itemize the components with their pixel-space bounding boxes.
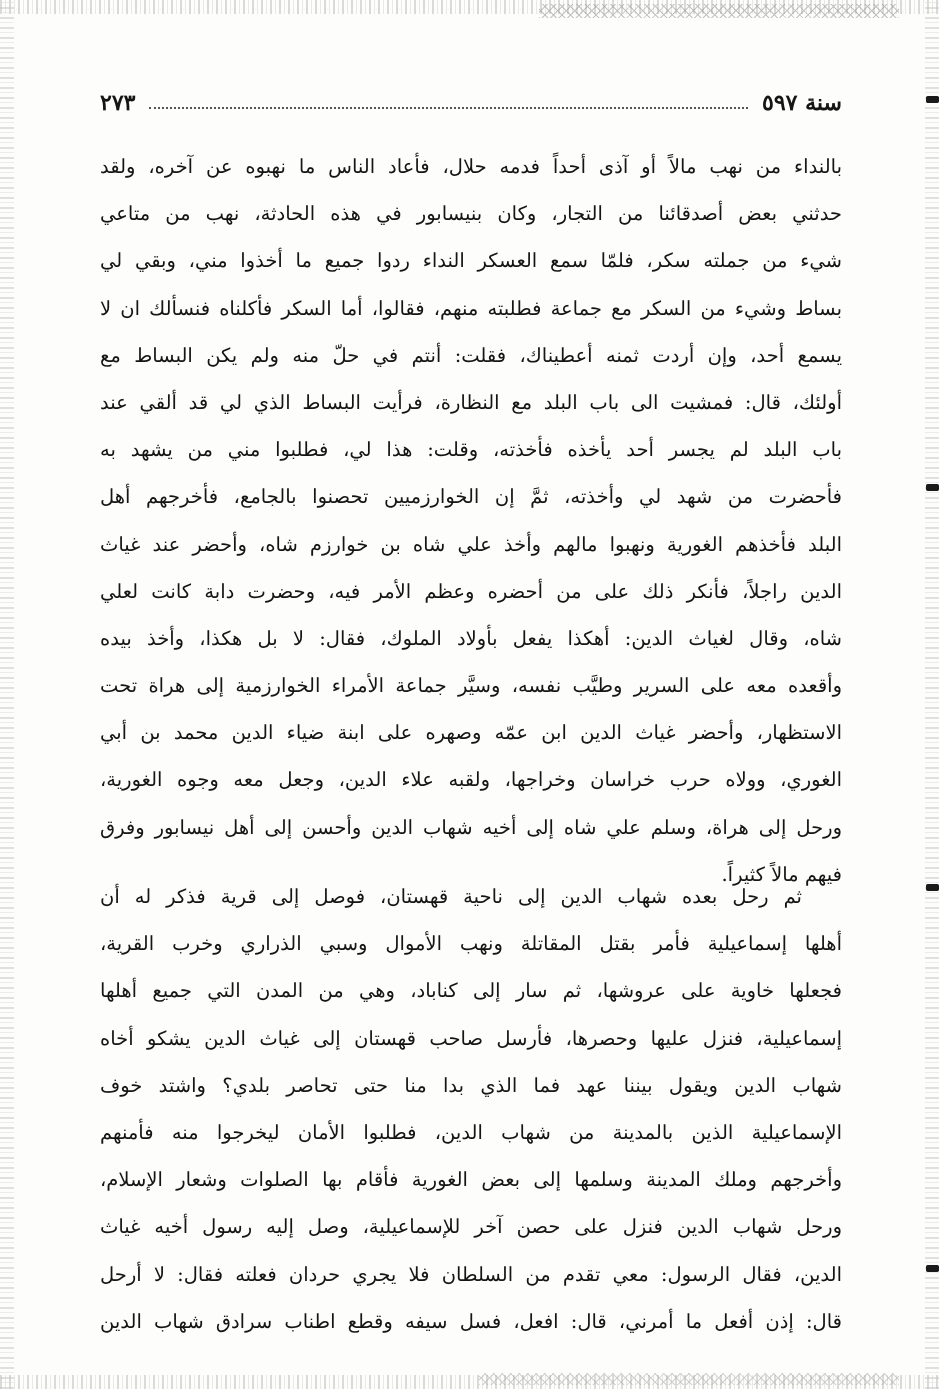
header-year: سنة ٥٩٧ xyxy=(762,90,842,116)
text-line: شاه، وقال لغياث الدين: أهكذا يفعل بأولاد الملوك، فقال: لا بل هكذا، وأخذ بيده xyxy=(100,626,842,650)
text-line: الدين، فقال الرسول: معي تقدم من السلطان فلا يجري حردان فعلته فقال: لا أرحل xyxy=(100,1262,842,1286)
text-line: وأقعده معه على السرير وطيَّب نفسه، وسيَّر جماعة الأمراء الخوارزمية إلى هراة تحت xyxy=(100,674,842,698)
text-line: ورحل إلى هراة، وسلم علي شاه إلى أخيه شهاب الدين وأحسن إلى أهل نيسابور وفرق xyxy=(100,815,842,839)
text-line: ثم رحل بعده شهاب الدين إلى ناحية قهستان، فوصل إلى قرية فذكر له أن xyxy=(100,885,802,908)
text-line: أولئك، قال: فمشيت الى باب البلد مع النظارة، فرأيت البساط الذي لي قد ألقي عند xyxy=(100,390,842,414)
text-line: قال: إذن أفعل ما أمرني، قال: افعل، فسل سيفه وقطع اطناب سرادق شهاب الدين xyxy=(100,1309,842,1333)
text-line: فأحضرت من شهد لي وأخذته، ثمَّ إن الخوارزميين تحصنوا بالجامع، فأخرجهم أهل xyxy=(100,485,842,509)
paragraph-2 xyxy=(100,873,842,1345)
text-line: باب البلد لم يجسر أحد يأخذه فأخذته، وقلت: هذا لي، فطلبوا مني من يشهد به xyxy=(100,438,842,462)
text-line: وأخرجهم وملك المدينة وسلمها إلى بعض الغورية فأقام بها الصلوات وشعار الإسلام، xyxy=(100,1168,842,1192)
margin-mark xyxy=(926,884,939,891)
running-header xyxy=(100,86,842,120)
text-line: فجعلها خاوية على عروشها، ثم سار إلى كناباد، وهي من المدن التي جميع أهلها xyxy=(100,979,842,1003)
header-dot-leader xyxy=(149,97,748,109)
decorative-border-pattern-bottom xyxy=(479,1373,899,1385)
text-line: حدثني بعض أصدقائنا من التجار، وكان بنيسابور في هذه الحادثة، نهب من متاعي xyxy=(100,202,842,226)
text-line: بالنداء من نهب مالاً أو آذى أحداً فدمه حلال، فأعاد الناس ما نهبوه عن آخره، ولقد xyxy=(100,155,842,178)
paragraph-1 xyxy=(100,143,842,898)
text-line: البلد فأخذهم الغورية ونهبوا مالهم وأخذ علي شاه بن خوارزم شاه، وأحضر عند غياث xyxy=(100,532,842,556)
margin-mark xyxy=(926,484,939,491)
text-line: فيهم مالاً كثيراً. xyxy=(721,862,842,886)
text-line: أهلها إسماعيلية فأمر بقتل المقاتلة ونهب الأموال وسبي الذراري وخرب القرية، xyxy=(100,932,842,956)
text-line: بساط وشيء من السكر مع جماعة فطلبته منهم، فقالوا، أما السكر فأكلناه فنسألك ان لا xyxy=(100,296,842,320)
page-right-edge xyxy=(925,0,939,1389)
text-line: الإسماعيلية الذين بالمدينة من شهاب الدين، فطلبوا الأمان ليخرجوا منه فأمنهم xyxy=(100,1120,842,1144)
text-line: الاستظهار، وأحضر غياث الدين ابن عمّه وصهره على ابنة ضياء الدين محمد بن أبي xyxy=(100,721,842,745)
margin-mark xyxy=(926,1265,939,1272)
margin-mark xyxy=(926,96,939,103)
decorative-border-pattern xyxy=(539,4,899,18)
text-line: الغوري، وولاه حرب خراسان وخراجها، ولقبه علاء الدين، وجعل معه وجوه الغورية، xyxy=(100,768,842,792)
text-line: إسماعيلية، فنزل عليها وحصرها، فأرسل صاحب قهستان إلى غياث الدين يشكو أخاه xyxy=(100,1026,842,1050)
text-line: الدين راجلاً، فأنكر ذلك على من أحضره وعظم الأمر فيه، وحضرت دابة كانت لعلي xyxy=(100,579,842,603)
text-line: يسمع أحد، وإن أردت ثمنه أعطيناك، فقلت: أنتم في حلّ منه ولم يكن البساط مع xyxy=(100,343,842,367)
text-line: شهاب الدين ويقول بيننا عهد فما الذي بدا منا حتى تحاصر بلدي؟ واشتد خوف xyxy=(100,1073,842,1097)
page-number: ٢٧٣ xyxy=(100,90,136,116)
page-left-edge xyxy=(0,0,14,1389)
text-line: شيء من جملته سكر، فلمّا سمع العسكر النداء ردوا جميع ما أخذوا مني، وبقي لي xyxy=(100,249,842,273)
text-line: ورحل شهاب الدين فنزل على حصن آخر للإسماعيلية، وصل إليه رسول أخيه غياث xyxy=(100,1215,842,1239)
